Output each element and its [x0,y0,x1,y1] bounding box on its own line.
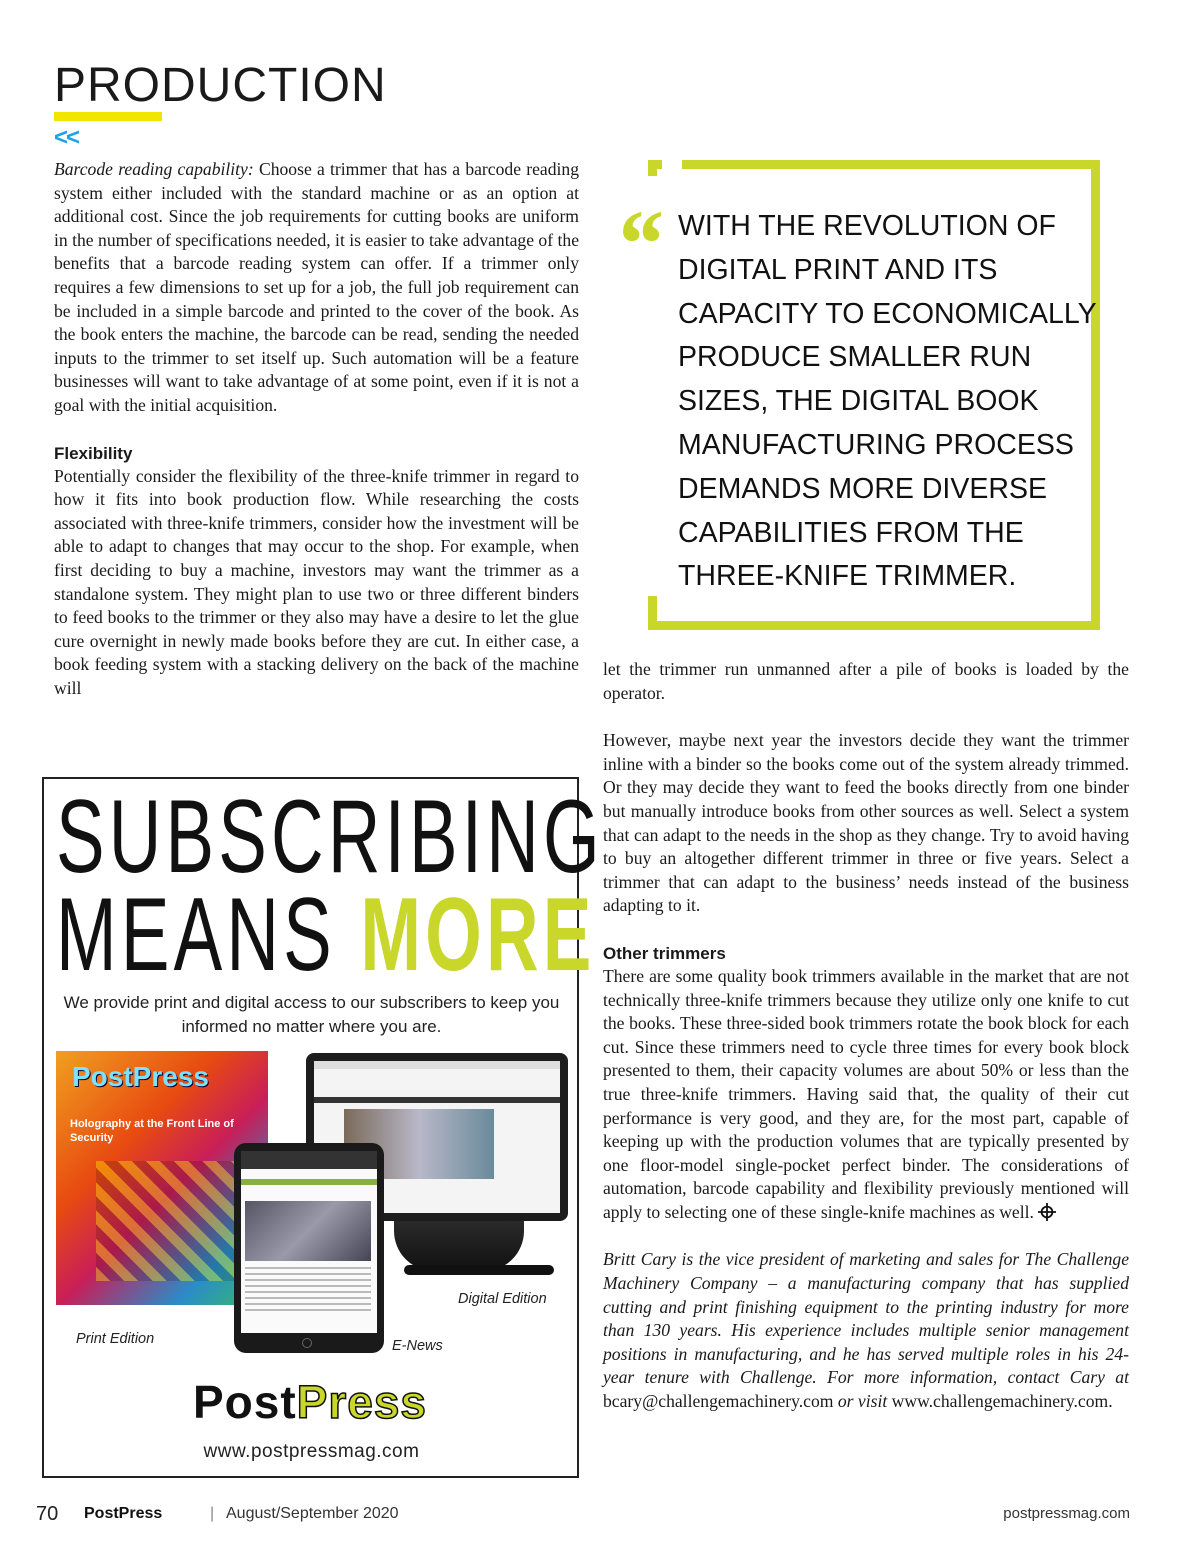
flexibility-subhead: Flexibility [54,443,133,463]
flexibility-body: Potentially consider the flexibility of the three-knife trimmer in regard to how it fits into book production flow. While researching the costs associated with three-knife trimmers, consider how the investment will be able to adapt to changes that may occur to the shop. For example, when first deciding to buy a machine, investors may want the trimmer as a standalone system. They might plan to use two or three different binders to feed books to the trimmer or they also may have a desire to let the glue cure overnight in newly made books before they are cut. In either case, a book feeding system with a stacking delivery on the back of the machine will [54,465,579,698]
barcode-body: Choose a trimmer that has a barcode reading system either included with the standard machine or as an option at additional cost. Since the job requirements for cutting books are uniform in the number of specifications needed, it is easier to take advantage of the benefits that a barcode reading system can offer. If a trimmer only requires a few dimensions to set up for a job, the full job requirement can be included in a simple barcode and printed to the cover of the book. As the book enters the machine, the barcode can be read, sending the needed inputs to the trimmer to set itself up. Such automation will be a feature businesses will want to take advantage of at some point, even if it is not a goal with the initial acquisition. [54,159,579,415]
page-footer [36,1503,1130,1529]
logo-part-press: Press [296,1376,428,1428]
tablet-home-button-icon [302,1338,312,1348]
section-title: PRODUCTION [54,59,387,112]
other-trimmers-paragraph [603,942,1129,1225]
bio-text-1: Britt Cary is the vice president of marketing and sales for The Challenge Machinery Company – a manufacturing company that has supplied cutting and print finishing equipment to the printing industry for more than 130 years. His experience includes multiple senior management positions in manufacturing, and he has served multiple roles in his 24-year tenure with Challenge. For more information, contact Cary at [603,1249,1129,1388]
cover-hologram-art [96,1161,256,1281]
cover-headline: Holography at the Front Line of Security [70,1118,234,1144]
subscription-ad[interactable] [42,777,604,1478]
footer-issue: August/September 2020 [226,1505,399,1522]
author-bio [603,1248,1129,1413]
caption-digital-edition: Digital Edition [458,1291,547,1307]
footer-separator: | [210,1505,215,1522]
footer-website-link[interactable]: postpressmag.com [1003,1505,1130,1522]
page-number: 70 [36,1503,59,1525]
monitor-screen-bar [314,1061,560,1069]
tablet-screen [241,1151,377,1333]
caption-print-edition: Print Edition [76,1331,155,1347]
title-underline-bar [54,112,162,121]
back-chevron-icon[interactable]: << [54,124,79,151]
postpress-logo [152,1376,468,1428]
cover-logo: PostPress [72,1061,209,1092]
barcode-lead: Barcode reading capability: [54,159,254,179]
left-column [54,158,579,700]
tablet-screen-image [245,1201,371,1261]
monitor-base [404,1265,554,1275]
ad-headline-2 [56,877,596,993]
right-column [603,658,1129,1414]
investors-paragraph: However, maybe next year the investors decide they want the trimmer inline with a binder so the books come out of the system already trimmed. Or they may decide they want to feed the books directly from one binder but manually introduce books from other sources as well. Select a system that can adapt to the needs in the shop as they change. Try to avoid having to buy an altogether different trimmer in three or five years. Select a trimmer that can adapt to the business’ needs instead of the business adapting to it. [603,730,1129,916]
ad-headline-1: SUBSCRIBING [56,779,604,895]
bio-website-link[interactable]: www.challengemachinery.com. [891,1391,1113,1412]
tablet-screen-green [241,1179,377,1185]
barcode-paragraph [54,158,579,418]
caption-enews: E-News [392,1338,443,1354]
enews-tablet [234,1143,384,1353]
other-trimmers-subhead: Other trimmers [603,943,726,963]
bio-email-link[interactable]: bcary@challengemachinery.com [603,1391,834,1412]
monitor-stand [394,1221,524,1271]
logo-part-post: Post [192,1376,297,1428]
pull-quote-frame-gap-top [662,156,682,176]
other-trimmers-body: There are some quality book trimmers available in the market that are not technically three-knife trimmers because they utilize only one knife to cut the books. These three-sided book trimmers rotate the book block for each cut. Since these trimmers need to cycle three times for every book block presented to them, their capacity volumes are about 50% or less than the true three-knife trimmers. Having said that, the quality of their cut performance is very good, and they are, for the most part, capable of keeping up with the production volumes that are typically presented by one floor-model single-pocket perfect binder. The considerations of automation, barcode capability and flexibility previously mentioned will apply to selecting one of these single-knife machines as well. [603,965,1129,1222]
continuation-paragraph: let the trimmer run unmanned after a pile of books is loaded by the operator. [603,659,1129,703]
tablet-screen-header [241,1151,377,1169]
monitor-screen-nav [314,1097,560,1103]
pull-quote-text: WITH THE REVOLUTION OF DIGITAL PRINT AND ITS CAPACITY TO ECONOMICALLY PRODUCE SMALLER RUN SIZES, THE DIGITAL BOOK MANUFACTURING PROCESS DEMANDS MORE DIVERSE CAPABILITIES FROM THE THREE-KNIFE TRIMMER. [678,210,1097,593]
ad-headline-2-part1: MEANS [56,877,361,993]
bio-text-2: or visit [833,1391,892,1412]
quote-marks-icon: “ [614,190,662,297]
ad-url-link[interactable]: www.postpressmag.com [203,1441,420,1462]
ad-headline-2-accent: MORE [360,877,596,993]
ad-description: We provide print and digital access to our subscribers to keep you informed no matter where you are. [63,993,560,1036]
crosshair-end-icon [1038,1203,1056,1221]
flexibility-paragraph [54,442,579,701]
footer-magazine: PostPress [84,1505,163,1522]
tablet-screen-lines [245,1267,371,1311]
